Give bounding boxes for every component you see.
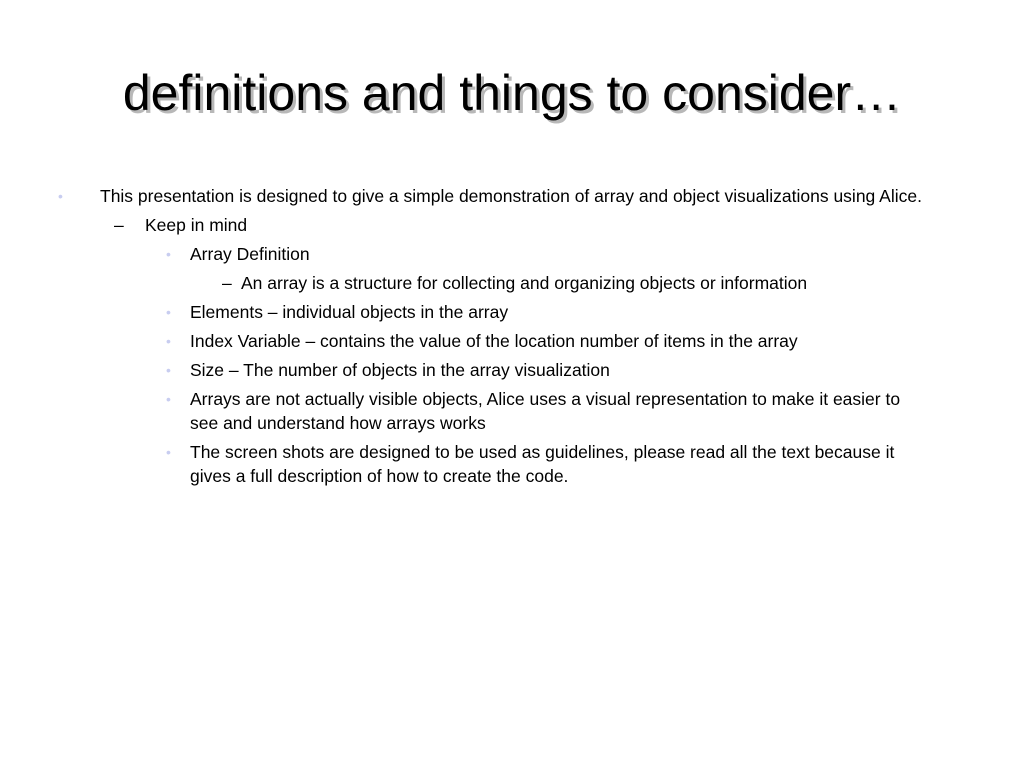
bullet-item bbox=[0, 358, 1024, 382]
bullet-text: Size – The number of objects in the array visualization bbox=[190, 360, 610, 380]
bullet-item bbox=[0, 440, 1024, 488]
bullet-text: Array Definition bbox=[190, 244, 310, 264]
bullet-text: Keep in mind bbox=[145, 215, 248, 235]
dash-marker-icon: – bbox=[222, 273, 232, 293]
bullet-marker-icon: • bbox=[166, 362, 171, 378]
bullet-marker-icon: • bbox=[166, 333, 171, 349]
bullet-marker-icon: • bbox=[166, 304, 171, 320]
bullet-text: This presentation is designed to give a simple demonstration of array and object visualizations using Alice. bbox=[100, 186, 922, 206]
bullet-text: The screen shots are designed to be used as guidelines, please read all the text because it gives a full description of how to create the code. bbox=[190, 442, 895, 486]
bullet-item bbox=[0, 184, 1024, 208]
bullet-list bbox=[0, 184, 1024, 493]
bullet-text: Elements – individual objects in the array bbox=[190, 302, 509, 322]
bullet-item bbox=[0, 329, 1024, 353]
bullet-marker-icon: • bbox=[166, 246, 171, 262]
bullet-text: An array is a structure for collecting and organizing objects or information bbox=[241, 273, 808, 293]
dash-marker-icon: – bbox=[114, 215, 124, 235]
bullet-text: Arrays are not actually visible objects, Alice uses a visual representation to make it easier to see and understand how arrays works bbox=[190, 389, 901, 433]
bullet-item bbox=[0, 387, 1024, 435]
slide-title: definitions and things to consider… bbox=[122, 65, 902, 121]
bullet-marker-icon: • bbox=[58, 188, 63, 204]
bullet-item bbox=[0, 300, 1024, 324]
bullet-marker-icon: • bbox=[166, 444, 171, 460]
bullet-marker-icon: • bbox=[166, 391, 171, 407]
bullet-item bbox=[0, 242, 1024, 266]
bullet-item bbox=[0, 271, 1024, 295]
bullet-item bbox=[0, 213, 1024, 237]
bullet-text: Index Variable – contains the value of the location number of items in the array bbox=[190, 331, 798, 351]
